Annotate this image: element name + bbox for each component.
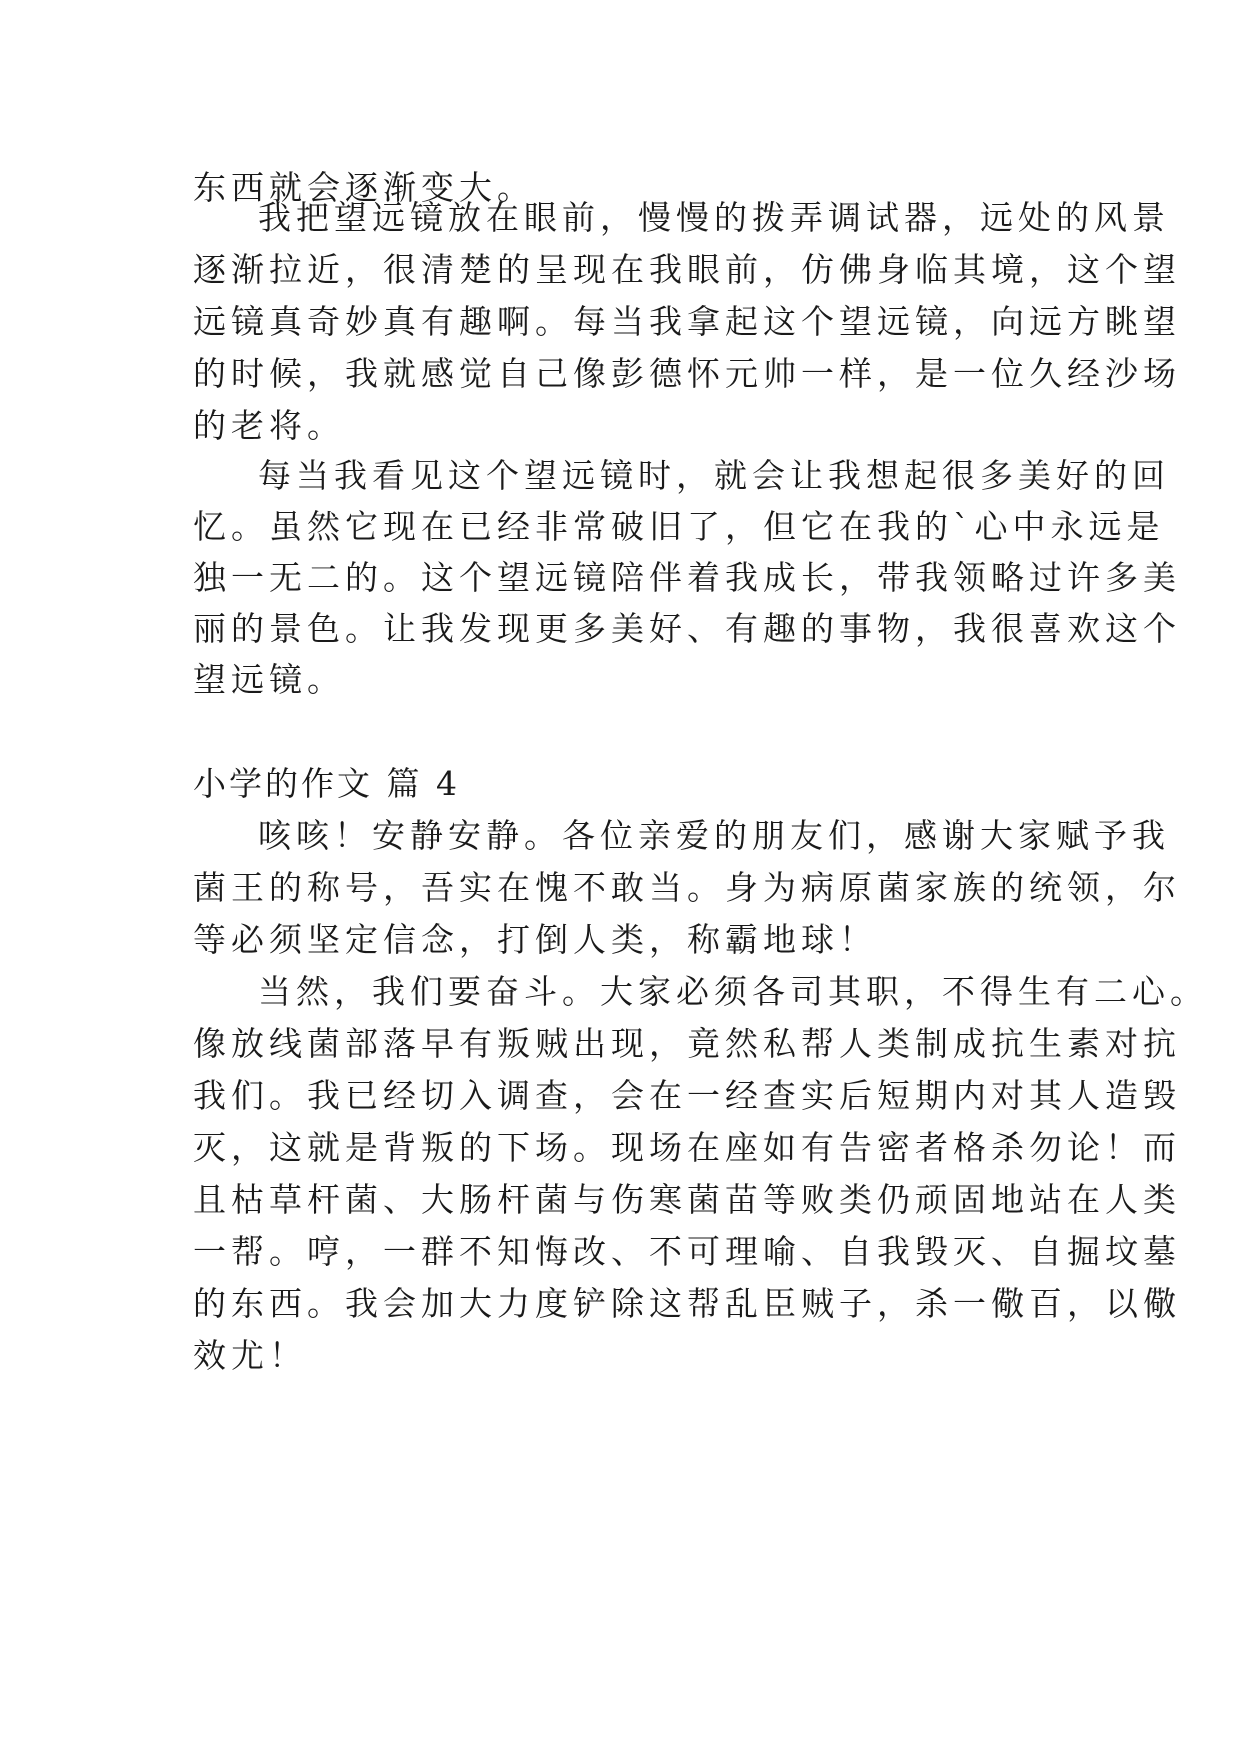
text-line: 每当我看见这个望远镜时，就会让我想起很多美好的回	[258, 456, 1170, 495]
text-line: 我把望远镜放在眼前，慢慢的拨弄调试器，远处的风景	[258, 198, 1170, 237]
section-heading: 小学的作文 篇 4	[193, 764, 460, 803]
text-line: 东西就会逐渐变大。	[193, 168, 535, 207]
text-line: 逐渐拉近，很清楚的呈现在我眼前，仿佛身临其境，这个望	[193, 250, 1181, 289]
text-line: 等必须坚定信念，打倒人类，称霸地球！	[193, 920, 877, 959]
text-line: 一帮。哼，一群不知悔改、不可理喻、自我毁灭、自掘坟墓	[193, 1232, 1181, 1271]
text-line: 灭，这就是背叛的下场。现场在座如有告密者格杀勿论！而	[193, 1128, 1181, 1167]
text-line: 且枯草杆菌、大肠杆菌与伤寒菌苗等败类仍顽固地站在人类	[193, 1180, 1181, 1219]
text-line: 的老将。	[193, 406, 345, 445]
text-line: 我们。我已经切入调查，会在一经查实后短期内对其人造毁	[193, 1076, 1181, 1115]
text-line: 咳咳！安静安静。各位亲爱的朋友们，感谢大家赋予我	[258, 816, 1170, 855]
text-line: 忆。虽然它现在已经非常破旧了，但它在我的`心中永远是	[193, 507, 1165, 546]
text-line: 望远镜。	[193, 660, 345, 699]
text-line: 远镜真奇妙真有趣啊。每当我拿起这个望远镜，向远方眺望	[193, 302, 1181, 341]
text-line: 菌王的称号，吾实在愧不敢当。身为病原菌家族的统领，尔	[193, 868, 1181, 907]
text-line: 丽的景色。让我发现更多美好、有趣的事物，我很喜欢这个	[193, 609, 1181, 648]
text-line: 当然，我们要奋斗。大家必须各司其职，不得生有二心。	[258, 972, 1208, 1011]
text-line: 效尤！	[193, 1336, 307, 1375]
text-line: 的东西。我会加大力度铲除这帮乱臣贼子，杀一儆百，以儆	[193, 1284, 1181, 1323]
text-line: 独一无二的。这个望远镜陪伴着我成长，带我领略过许多美	[193, 558, 1181, 597]
text-line: 的时候，我就感觉自己像彭德怀元帅一样，是一位久经沙场	[193, 354, 1181, 393]
text-line: 像放线菌部落早有叛贼出现，竟然私帮人类制成抗生素对抗	[193, 1024, 1181, 1063]
